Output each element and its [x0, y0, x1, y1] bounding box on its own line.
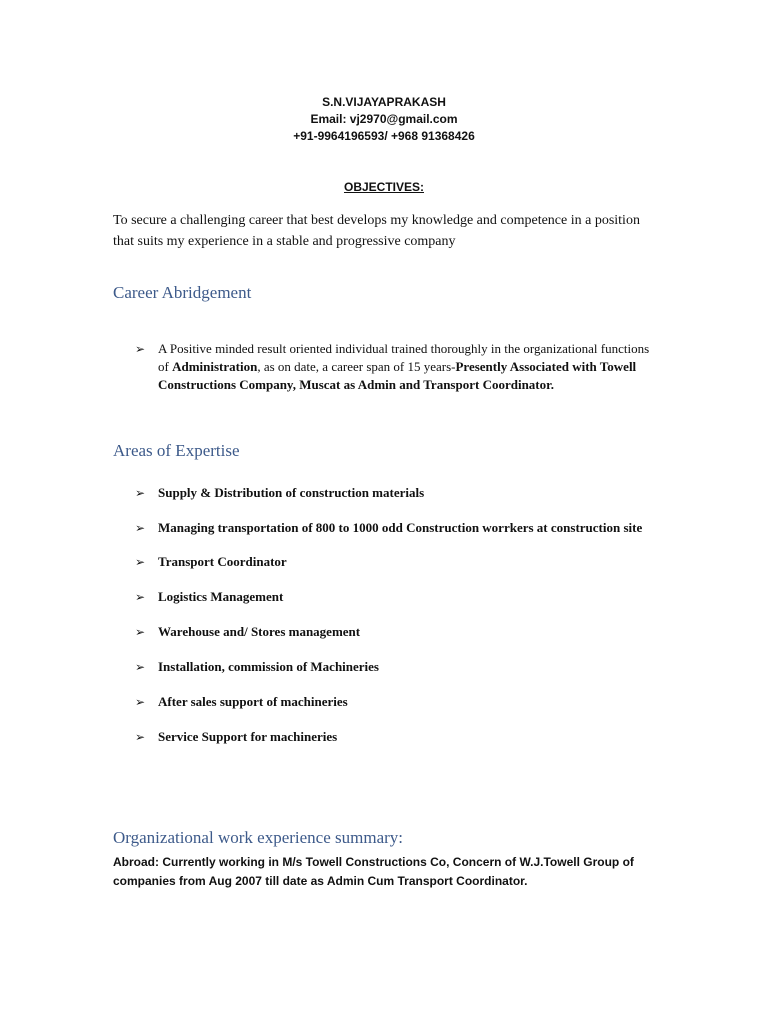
expertise-item-text: Supply & Distribution of construction materials — [158, 485, 425, 500]
objectives-title: OBJECTIVES: — [343, 180, 424, 194]
expertise-heading: Areas of Expertise — [113, 441, 240, 460]
list-item — [113, 484, 653, 502]
list-item — [113, 519, 653, 537]
list-item — [113, 693, 653, 711]
list-item — [113, 728, 653, 746]
expertise-item-text: After sales support of machineries — [158, 694, 348, 709]
expertise-item-text: Transport Coordinator — [158, 554, 287, 569]
list-item — [113, 623, 653, 641]
phone-line: +91-9964196593/ +968 91368426 — [293, 129, 475, 143]
candidate-name: S.N.VIJAYAPRAKASH — [322, 95, 446, 109]
arrow-bullet-icon: ➢ — [135, 590, 146, 604]
arrow-bullet-icon: ➢ — [135, 625, 146, 639]
list-item — [113, 553, 653, 571]
arrow-bullet-icon: ➢ — [135, 695, 146, 709]
arrow-bullet-icon: ➢ — [135, 555, 146, 569]
contact-header — [0, 94, 768, 145]
list-item — [113, 340, 653, 394]
arrow-bullet-icon: ➢ — [135, 660, 146, 674]
arrow-bullet-icon: ➢ — [135, 521, 146, 535]
career-heading: Career Abridgement — [113, 283, 252, 302]
career-bold-part: Administration — [172, 359, 258, 374]
expertise-item-text: Logistics Management — [158, 589, 284, 604]
arrow-bullet-icon: ➢ — [135, 486, 146, 500]
expertise-item-text: Warehouse and/ Stores management — [158, 624, 361, 639]
email-line: Email: vj2970@gmail.com — [310, 112, 458, 126]
objectives-text: To secure a challenging career that best develops my knowledge and competence in a position that suits my experience in a stable and progressive company — [113, 213, 640, 249]
career-text-part: A Positive minded result oriented individual trained thoroughly in the organizational functions of — [158, 341, 650, 374]
expertise-list — [113, 484, 653, 763]
career-bold-part: Presently Associated with Towell Constructions Company, Muscat as Admin and Transport Coordinator. — [158, 359, 637, 392]
list-item — [113, 658, 653, 676]
arrow-bullet-icon: ➢ — [135, 342, 146, 356]
expertise-item-text: Managing transportation of 800 to 1000 odd Construction worrkers at construction site — [158, 520, 643, 535]
career-text-part: , as on date, a career span of 15 years- — [257, 359, 456, 374]
expertise-item-text: Installation, commission of Machineries — [158, 659, 379, 674]
career-list — [113, 340, 653, 394]
organization-text: Abroad: Currently working in M/s Towell Constructions Co, Concern of W.J.Towell Group of companies from Aug 2007 till date as Admin Cum Transport Coordinator. — [113, 855, 634, 888]
organization-heading: Organizational work experience summary: — [113, 828, 403, 847]
list-item — [113, 588, 653, 606]
expertise-item-text: Service Support for machineries — [158, 729, 338, 744]
arrow-bullet-icon: ➢ — [135, 730, 146, 744]
